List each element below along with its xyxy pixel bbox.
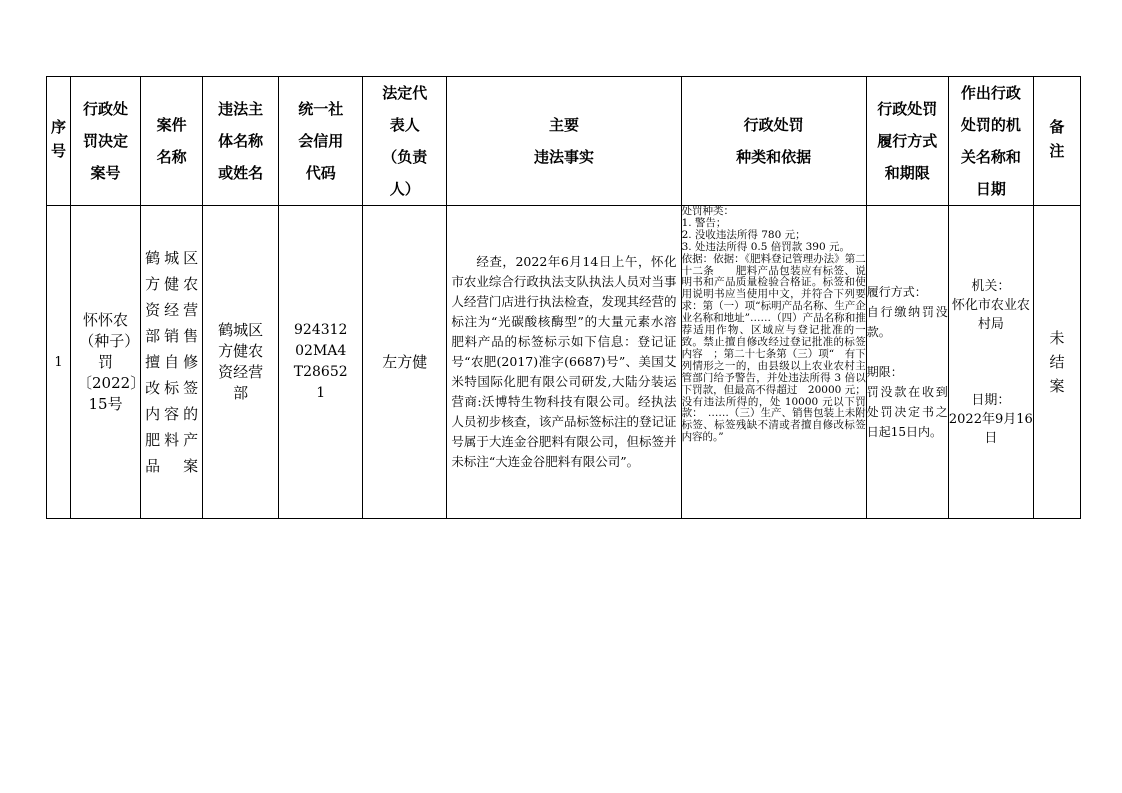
penalty-disclosure-table	[46, 76, 1081, 519]
cell-seq: 1	[47, 206, 71, 519]
performance-method-label: 履行方式：	[866, 285, 927, 299]
table-row	[47, 206, 1081, 519]
penalty-item: 1. 警告；	[681, 216, 727, 229]
header-remarks: 备注	[1033, 77, 1080, 206]
header-seq: 序号	[47, 77, 71, 206]
authority-name: 怀化市农业农村局	[951, 297, 1030, 332]
header-facts: 主要 违法事实	[447, 77, 681, 206]
cell-decision-no: 怀怀农（种子）罚〔2022〕15号	[71, 206, 141, 519]
header-row	[47, 77, 1081, 206]
penalty-item: 3. 处违法所得 0.5 倍罚款 390 元。	[681, 240, 851, 253]
header-credit-code: 统一社会信用代码	[279, 77, 363, 206]
cell-facts: 经查，2022年6月14日上午，怀化市农业综合行政执法支队执法人员对当事人经营门店进行执法检查，发现其经营的标注为“光碳酸核酶型”的大量元素水溶肥料产品的标签标示如下信息：登记证号“农肥(2017)准字(6687)号”、美国艾米特国际化肥有限公司研发,大陆分装运营商:沃博特生物科技有限公司。经执法人员初步核查，该产品标签标注的登记证号属于大连金谷肥料有限公司，但标签并未标注“大连金谷肥料有限公司”。	[447, 206, 681, 519]
cell-penalty	[681, 206, 866, 519]
header-performance: 行政处罚履行方式和期限	[866, 77, 948, 206]
header-case-name: 案件名称	[141, 77, 203, 206]
penalty-heading: 处罚种类：	[681, 205, 735, 217]
performance-deadline-label: 期限：	[866, 365, 903, 379]
authority-date-label: 日期：	[971, 392, 1011, 408]
penalty-basis: 依据：依据：《肥料登记管理办法》第二十二条 肥料产品包装应有标签、说明书和产品质量检验合格证。标签和使用说明书应当使用中文，并符合下列要求：第（一）项“标明产品名称、生产企业名称和地址”……（四）产品名称和推荐适用作物、区域应与登记批准的一致。禁止擅自修改经过登记批准的标签内容 ；第二十七条第（三）项“ 有下列情形之一的，由县级以上农业农村主管部门给予警告，并处违法所得 3 倍以下罚款，但最高不得超过 20000 元；没有违法所得的，处 10000 元以下罚款： ……（三）生产、销售包装上未附标签、标签残缺不清或者擅自修改标签内容的。”	[681, 252, 866, 444]
cell-case-name: 鹤城区方健农资经营部销售擅自修改标签内容的肥料产品案	[141, 206, 203, 519]
cell-credit-code: 92431202MA4T286521	[279, 206, 363, 519]
cell-subject: 鹤城区方健农资经营部	[203, 206, 279, 519]
authority-label: 机关：	[971, 278, 1011, 294]
performance-deadline: 罚没款在收到处罚决定书之日起15日内。	[866, 385, 948, 439]
authority-date: 2022年9月16日	[948, 411, 1033, 446]
cell-remarks	[1033, 206, 1080, 519]
penalty-item: 2. 没收违法所得 780 元；	[681, 228, 806, 241]
header-penalty: 行政处罚 种类和依据	[681, 77, 866, 206]
cell-authority	[948, 206, 1033, 519]
performance-method: 自行缴纳罚没款。	[866, 305, 948, 339]
status-badge: 未结案	[1049, 329, 1065, 395]
header-authority: 作出行政处罚的机关名称和日期	[948, 77, 1033, 206]
cell-performance	[866, 206, 948, 519]
cell-legal-rep: 左方健	[363, 206, 447, 519]
header-decision-no: 行政处罚决定案号	[71, 77, 141, 206]
header-subject: 违法主体名称或姓名	[203, 77, 279, 206]
header-legal-rep: 法定代表人（负责人）	[363, 77, 447, 206]
